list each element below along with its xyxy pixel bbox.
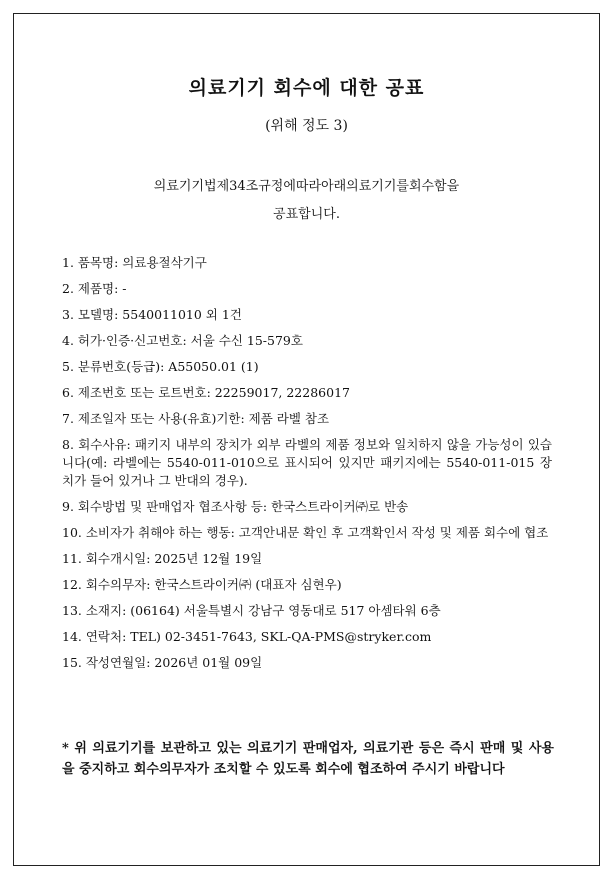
item-recall-method: 9. 회수방법 및 판매업자 협조사항 등: 한국스트라이커㈜로 반송	[62, 499, 409, 514]
item-consumer-action: 10. 소비자가 취해야 하는 행동: 고객안내문 확인 후 고객확인서 작성 및 제품 회수에 협조	[62, 525, 549, 540]
item-model-name: 3. 모델명: 5540011010 외 1건	[62, 307, 242, 322]
item-recall-reason: 8. 회수사유: 패키지 내부의 장치가 외부 라벨의 제품 정보와 일치하지 않을 가능성이 있습니다(예: 라벨에는 5540-011-010으로 표시되어 있지만 패키지에는 5540-011-015 장치가 들어 있거나 그 반대의 경우).	[62, 437, 552, 488]
item-address: 13. 소재지: (06164) 서울특별시 강남구 영동대로 517 아셈타워 6층	[62, 603, 441, 618]
hazard-level: (위해 정도 3)	[265, 118, 348, 134]
intro-line-2: 공표합니다.	[273, 207, 340, 222]
notice-paragraph: * 위 의료기기를 보관하고 있는 의료기기 판매업자, 의료기관 등은 즉시 판매 및 사용을 중지하고 회수의무자가 조치할 수 있도록 회수에 협조하여 주시기 바랍니다	[62, 741, 554, 777]
item-responsible-party: 12. 회수의무자: 한국스트라이커㈜ (대표자 심현우)	[62, 577, 342, 592]
item-lot-number: 6. 제조번호 또는 로트번호: 22259017, 22286017	[62, 385, 350, 400]
item-approval-number: 4. 허가·인증·신고번호: 서울 수신 15-579호	[62, 333, 303, 348]
item-start-date: 11. 회수개시일: 2025년 12월 19일	[62, 551, 263, 566]
recall-items-list	[62, 254, 552, 680]
item-classification: 5. 분류번호(등급): A55050.01 (1)	[62, 359, 259, 374]
item-product-label: 2. 제품명: -	[62, 281, 127, 296]
intro-line-1: 의료기기법제34조규정에따라아래의료기기를회수함을	[153, 179, 460, 194]
item-contact: 14. 연락처: TEL) 02-3451-7643, SKL-QA-PMS@stryker.com	[62, 629, 432, 644]
item-expiry: 7. 제조일자 또는 사용(유효)기한: 제품 라벨 참조	[62, 411, 330, 426]
item-written-date: 15. 작성연월일: 2026년 01월 09일	[62, 655, 263, 670]
intro-paragraph	[0, 173, 613, 229]
item-product-name: 1. 품목명: 의료용절삭기구	[62, 255, 207, 270]
document-title: 의료기기 회수에 대한 공표	[188, 77, 425, 99]
